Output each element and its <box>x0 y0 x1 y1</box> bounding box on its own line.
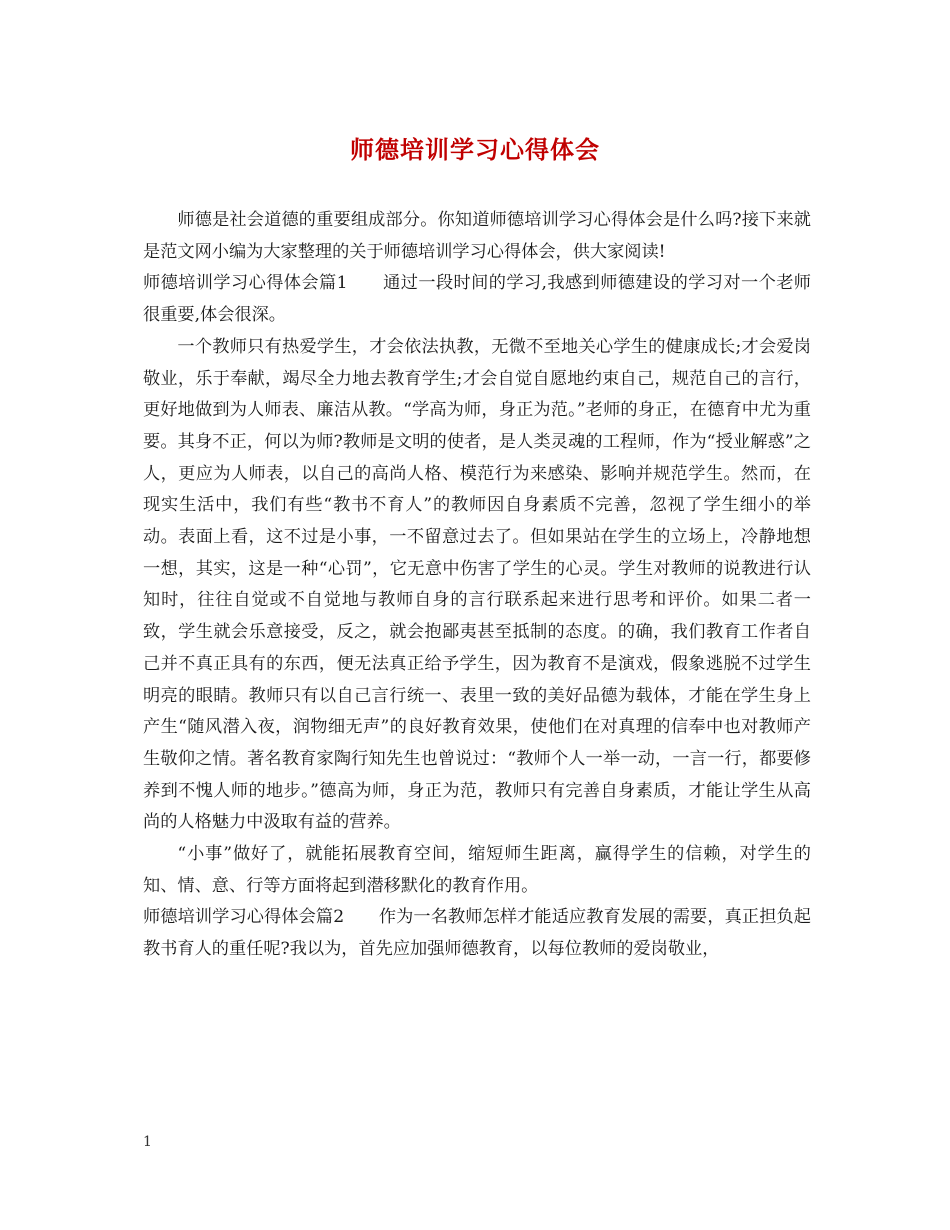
paragraph-section-2-heading: 师德培训学习心得体会篇2 作为一名教师怎样才能适应教育发展的需要，真正担负起教书育人的重任呢?我以为，首先应加强师德教育，以每位教师的爱岗敬业， <box>143 907 811 960</box>
paragraph-section-1-body: 一个教师只有热爱学生，才会依法执教，无微不至地关心学生的健康成长;才会爱岗敬业，乐于奉献，竭尽全力地去教育学生;才会自觉自愿地约束自己，规范自己的言行，更好地做到为人师表、廉洁从教。“学高为师，身正为范。”老师的身正，在德育中尤为重要。其身不正，何以为师?教师是文明的使者，是人类灵魂的工程师，作为“授业解惑”之人，更应为人师表，以自己的高尚人格、模范行为来感染、影响并规范学生。然而，在现实生活中，我们有些“教书不育人”的教师因自身素质不完善，忽视了学生细小的举动。表面上看，这不过是小事，一不留意过去了。但如果站在学生的立场上，冷静地想一想，其实，这是一种“心罚”，它无意中伤害了学生的心灵。学生对教师的说教进行认知时，往往自觉或不自觉地与教师自身的言行联系起来进行思考和评价。如果二者一致，学生就会乐意接受，反之，就会抱鄙夷甚至抵制的态度。的确，我们教育工作者自己并不真正具有的东西，便无法真正给予学生，因为教育不是演戏，假象逃脱不过学生明亮的眼睛。教师只有以自己言行统一、表里一致的美好品德为载体，才能在学生身上产生“随风潜入夜，润物细无声”的良好教育效果，使他们在对真理的信奉中也对教师产生敬仰之情。著名教育家陶行知先生也曾说过：“教师个人一举一动，一言一行，都要修养到不愧人师的地步。”德高为师，身正为范，教师只有完善自身素质，才能让学生从高尚的人格魅力中汲取有益的营养。 <box>143 336 811 833</box>
paragraph-section-1-conclusion: “小事”做好了，就能拓展教育空间，缩短师生距离，赢得学生的信赖，对学生的知、情、意、行等方面将起到潜移默化的教育作用。 <box>143 844 811 896</box>
paragraph-intro: 师德是社会道德的重要组成部分。你知道师德培训学习心得体会是什么吗?接下来就是范文网小编为大家整理的关于师德培训学习心得体会，供大家阅读! <box>143 210 811 262</box>
document-title: 师德培训学习心得体会 <box>350 135 600 164</box>
document-body <box>143 205 811 966</box>
paragraph-section-1-heading: 师德培训学习心得体会篇1 通过一段时间的学习,我感到师德建设的学习对一个老师很重要,体会很深。 <box>143 273 811 326</box>
page-number: 1 <box>143 1134 152 1150</box>
